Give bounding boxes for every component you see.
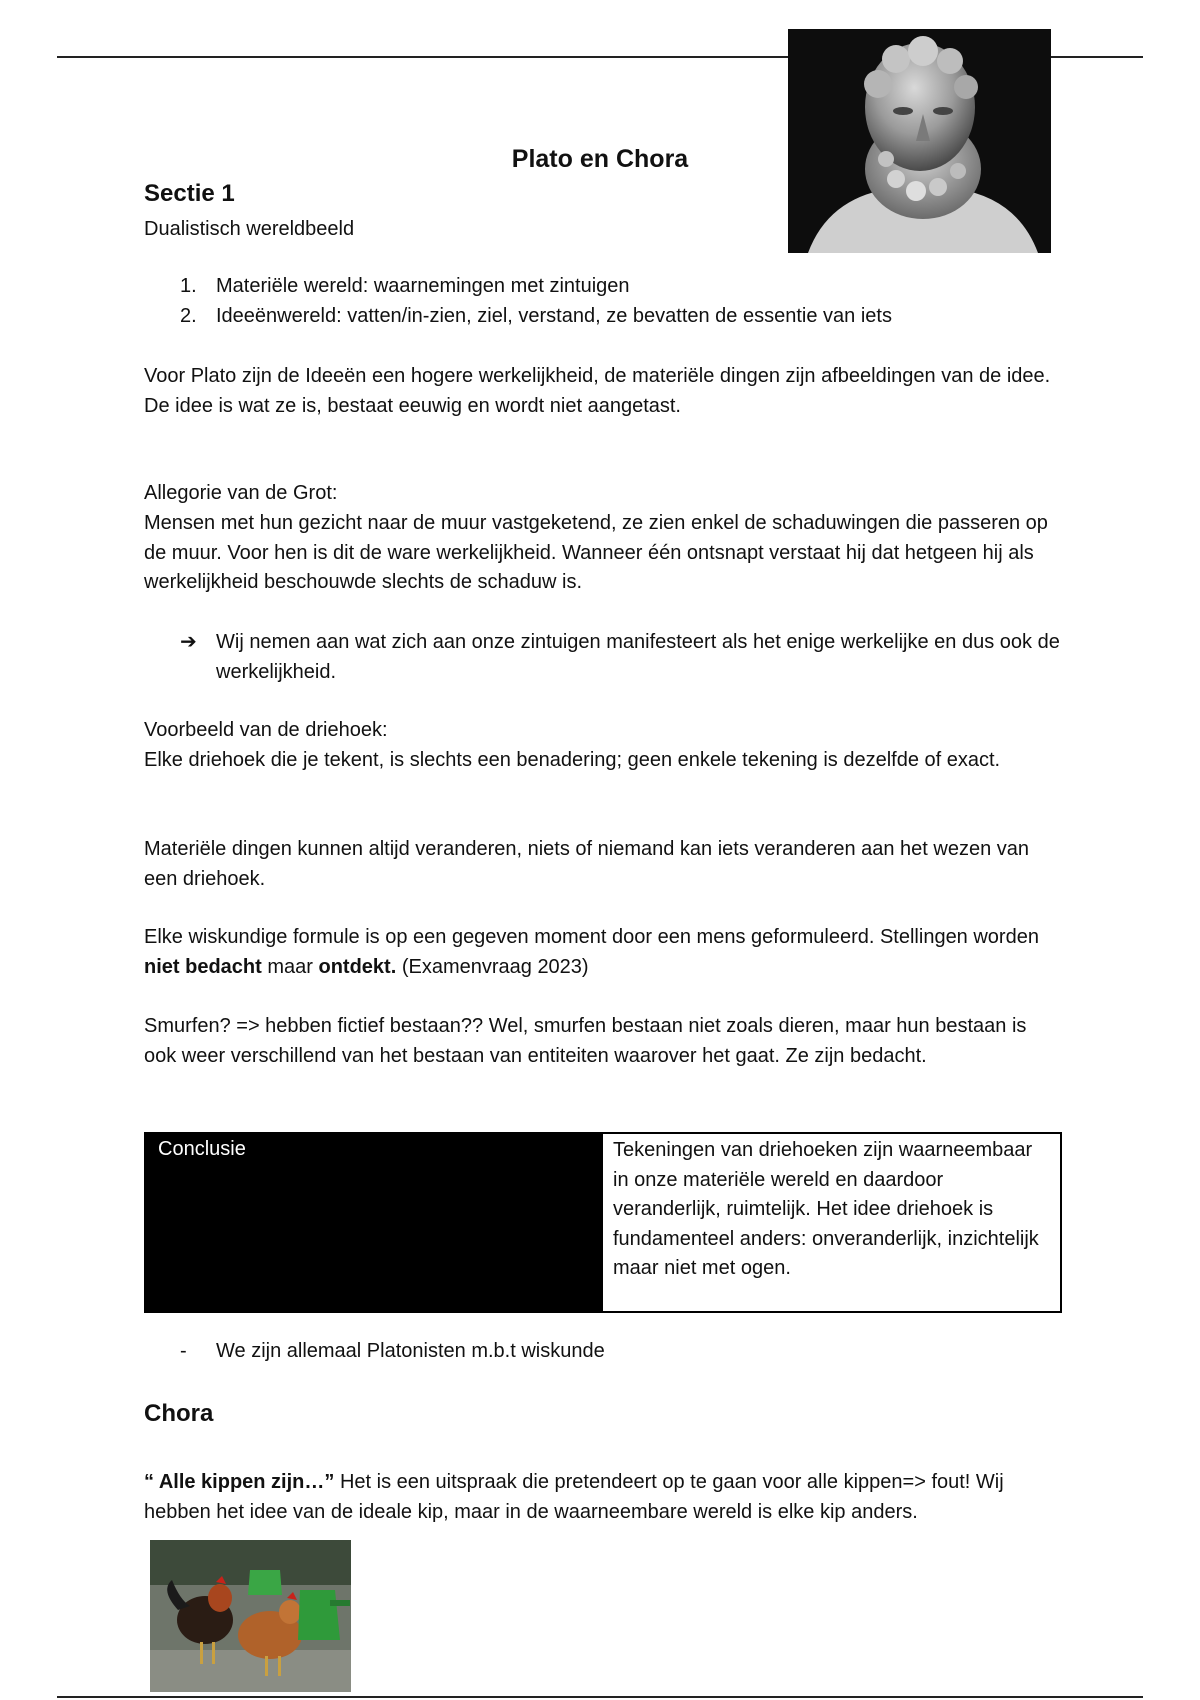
material-text: Materiële dingen kunnen altijd veranderen, niets of niemand kan iets veranderen aan het wezen van een driehoek. [144, 838, 1030, 890]
dash-icon: - [180, 1340, 187, 1362]
chicken-paragraph [144, 1468, 1064, 1527]
dash-bullet [180, 1340, 605, 1363]
triangle-text: Elke driehoek die je tekent, is slechts een benadering; geen enkele tekening is dezelfde of exact. [144, 749, 1001, 771]
page-title: Plato en Chora [511, 145, 689, 173]
math-text-1: Elke wiskundige formule is op een gegeven moment door een mens geformuleerd. Stellingen worden [144, 926, 1039, 948]
chickens-image [150, 1540, 351, 1692]
paragraph-ideas: Voor Plato zijn de Ideeën een hogere werkelijkheid, de materiële dingen zijn afbeeldingen van de idee. De idee is wat ze is, bestaat eeuwig en wordt niet aangetast. [144, 365, 1051, 417]
list-item [180, 272, 1060, 302]
math-bold-2: ontdekt. [318, 955, 397, 978]
conclusion-label: Conclusie [146, 1134, 603, 1311]
list-number: 1. [180, 275, 197, 297]
list-text: Materiële wereld: waarnemingen met zintuigen [216, 275, 630, 297]
math-text-2: maar [261, 955, 319, 978]
conclusion-table [144, 1132, 1062, 1313]
list-number: 2. [180, 305, 197, 327]
arrow-icon: ➔ [180, 631, 197, 653]
chicken-text: Het is een uitspraak die pretendeert op te gaan voor alle kippen=> fout! Wij hebben het idee van de ideale kip, maar in de waarneembare wereld is elke kip anders. [144, 1471, 1004, 1523]
math-text-3: (Examenvraag 2023) [396, 955, 589, 978]
conclusion-text: Tekeningen van driehoeken zijn waarneembaar in onze materiële wereld en daardoor veranderlijk, ruimtelijk. Het idee driehoek is fundamenteel anders: onveranderlijk, inzichtelijk maar niet met ogen. [613, 1139, 1039, 1280]
triangle-heading: Voorbeeld van de driehoek: [144, 719, 388, 741]
smurf-text: Smurfen? => hebben fictief bestaan?? Wel, smurfen bestaan niet zoals dieren, maar hun bestaan is ook weer verschillend van het bestaan van entiteiten waarover het gaat. Ze zijn bedacht. [144, 1015, 1027, 1067]
math-paragraph [144, 923, 1064, 982]
math-bold-1: niet bedacht [144, 955, 262, 978]
subtitle: Dualistisch wereldbeeld [144, 218, 355, 240]
chora-heading: Chora [144, 1400, 214, 1427]
footer-rule [57, 1696, 1143, 1698]
list-item [180, 302, 1060, 332]
chicken-quote: “ Alle kippen zijn…” [144, 1471, 335, 1493]
dash-text: We zijn allemaal Platonisten m.b.t wiskunde [216, 1340, 605, 1362]
list-text: Ideeënwereld: vatten/in-zien, ziel, verstand, ze bevatten de essentie van iets [216, 305, 892, 327]
section-heading: Sectie 1 [144, 180, 235, 207]
cave-heading: Allegorie van de Grot: [144, 482, 338, 504]
cave-text: Mensen met hun gezicht naar de muur vastgeketend, ze zien enkel de schaduwingen die passeren op de muur. Voor hen is dit de ware werkelijkheid. Wanneer één ontsnapt verstaat hij dat hetgeen hij als werkelijkheid beschouwde slechts de schaduw is. [144, 512, 1048, 593]
arrow-text: Wij nemen aan wat zich aan onze zintuigen manifesteert als het enige werkelijke en dus ook de werkelijkheid. [216, 631, 1060, 683]
arrow-bullet [180, 628, 1060, 687]
